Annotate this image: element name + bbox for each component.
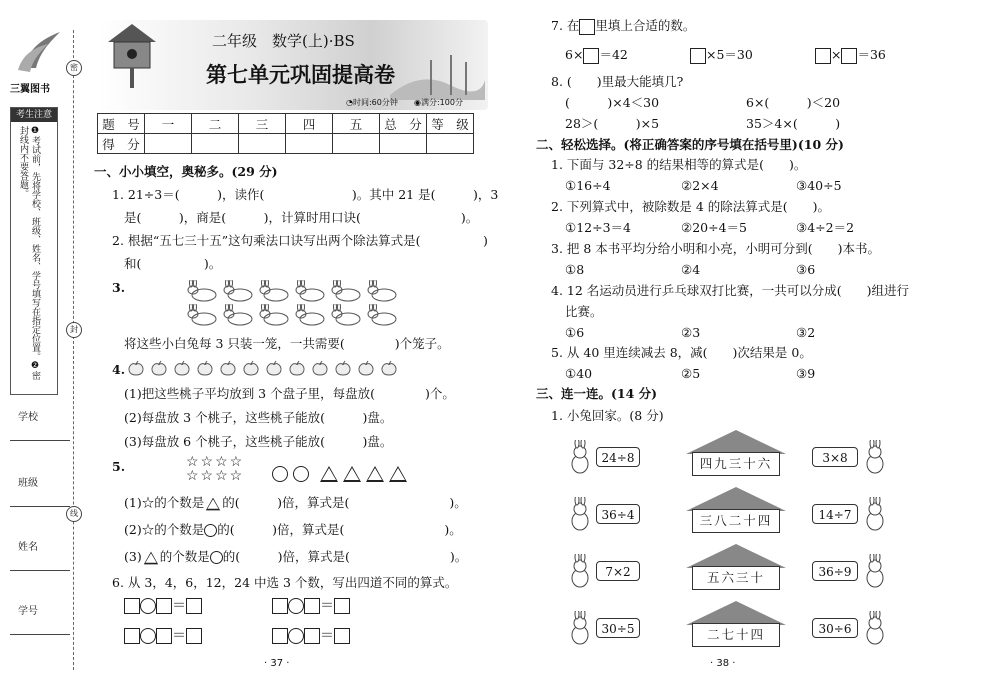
- question-5-2: (2)☆的个数是 的( )倍，算式是( )。: [124, 522, 462, 537]
- score-cell[interactable]: [333, 134, 380, 154]
- answer-box[interactable]: [124, 628, 140, 644]
- full-score: ◉满分:100分: [414, 98, 463, 107]
- answer-box[interactable]: [583, 48, 599, 64]
- rabbit-icon: [567, 611, 595, 647]
- score-cell[interactable]: [239, 134, 286, 154]
- choice-question: 1. 下面与 32÷8 的结果相等的算式是( )。: [551, 157, 807, 172]
- house-label: 二七十四: [692, 623, 780, 647]
- score-header-cell: 二: [192, 114, 239, 134]
- school-field[interactable]: [10, 440, 70, 441]
- question-8-2: 6×( )＜20: [746, 95, 841, 110]
- score-cell[interactable]: [286, 134, 333, 154]
- peach-icon: [379, 360, 399, 376]
- answer-box[interactable]: [815, 48, 831, 64]
- rabbit-icon: [258, 304, 290, 326]
- publisher-logo-icon: [14, 28, 64, 76]
- peach-icon: [241, 360, 261, 376]
- notice-title: 考生注意: [11, 108, 57, 122]
- question-8-3: 28＞( )×5: [565, 116, 660, 131]
- rabbit-icon: [366, 304, 398, 326]
- seal-hole: 密: [66, 60, 82, 76]
- question-8-4: 35＞4×( ): [746, 116, 841, 131]
- peach-icon: [195, 360, 215, 376]
- grade-subject: 二年级 数学(上)·BS: [212, 32, 355, 50]
- right-expression-card[interactable]: 3×8: [812, 447, 858, 467]
- circle-icon: [210, 551, 223, 564]
- circle-icon: [204, 524, 217, 537]
- left-expression-card[interactable]: 24÷8: [596, 447, 640, 467]
- rabbit-icon: [186, 304, 218, 326]
- choice-question: 5. 从 40 里连续减去 8，减( )次结果是 0。: [551, 345, 812, 360]
- peach-icon: [287, 360, 307, 376]
- score-cell[interactable]: [192, 134, 239, 154]
- rabbit-icon: [330, 280, 362, 302]
- student-id-label: 学号: [18, 606, 38, 617]
- answer-box[interactable]: [186, 628, 202, 644]
- question-5-3: (3) 的个数是 的( )倍，算式是( )。: [124, 549, 468, 564]
- choice-option[interactable]: ③6: [796, 262, 816, 277]
- choice-option[interactable]: ②5: [681, 366, 701, 381]
- right-expression-card[interactable]: 36÷9: [812, 561, 858, 581]
- rabbit-icon: [294, 280, 326, 302]
- peach-row: [126, 360, 416, 378]
- operator-circle[interactable]: [288, 628, 304, 644]
- trees-scenery-icon: [390, 40, 485, 100]
- score-header-cell: 题 号: [98, 114, 145, 134]
- rabbit-icon: [222, 280, 254, 302]
- rabbit-icon: [222, 304, 254, 326]
- right-expression-card[interactable]: 14÷7: [812, 504, 858, 524]
- house[interactable]: [686, 601, 786, 647]
- question-4-1: (1)把这些桃子平均放到 3 个盘子里，每盘放( )个。: [124, 386, 455, 401]
- choice-option[interactable]: ③9: [796, 366, 816, 381]
- choice-option[interactable]: ①40: [565, 366, 593, 381]
- seal-hole: 封: [66, 322, 82, 338]
- answer-box[interactable]: [304, 598, 320, 614]
- rabbit-icon: [567, 497, 595, 533]
- question-7-1: 6× ＝42: [565, 47, 628, 62]
- house-label: 四九三十六: [692, 452, 780, 476]
- class-label: 班级: [18, 478, 38, 489]
- choice-question: 2. 下列算式中，被除数是 4 的除法算式是( )。: [551, 199, 831, 214]
- section-1-heading: 一、小小填空，奥秘多。(29 分): [94, 164, 278, 179]
- publisher-name: 三翼图书: [10, 84, 50, 95]
- rabbit-icon: [860, 440, 888, 476]
- question-2-line-1: 2. 根据“五七三十五”这句乘法口诀写出两个除法算式是( ): [112, 233, 488, 248]
- question-3-number: 3.: [112, 280, 126, 295]
- time-limit: ◔时间:60分钟: [346, 98, 398, 107]
- choice-option[interactable]: ②3: [681, 325, 701, 340]
- answer-box[interactable]: [186, 598, 202, 614]
- rabbit-icon: [567, 440, 595, 476]
- question-8-1: ( )×4＜30: [565, 95, 660, 110]
- choice-option[interactable]: ①16÷4: [565, 178, 611, 193]
- notice-text: ❶考试前，先将学校、班级、姓名、学号填写在指定位置。❷密封线内不要答题。: [18, 126, 40, 380]
- answer-box[interactable]: [272, 628, 288, 644]
- page-number-right: · 38 ·: [710, 658, 736, 669]
- rabbit-icon: [330, 304, 362, 326]
- rabbit-icon: [860, 554, 888, 590]
- rabbit-icon: [186, 280, 218, 302]
- score-header-cell: 三: [239, 114, 286, 134]
- score-cell[interactable]: [380, 134, 427, 154]
- question-7-3: × ＝36: [815, 47, 886, 64]
- question-3-text: 将这些小白兔每 3 只装一笼，一共需要( )个笼子。: [124, 336, 450, 351]
- choice-option[interactable]: ①8: [565, 262, 585, 277]
- question-8-heading: 8. ( )里最大能填几?: [551, 74, 684, 89]
- choice-option[interactable]: ②20÷4＝5: [681, 220, 747, 235]
- question-4-number: 4.: [112, 362, 126, 377]
- triangle-group-icon: [320, 463, 407, 482]
- house-label: 五六三十: [692, 566, 780, 590]
- left-expression-card[interactable]: 36÷4: [596, 504, 640, 524]
- answer-box[interactable]: [156, 628, 172, 644]
- question-1-line-1: 1. 21÷3＝( )，读作( )。其中 21 是( )，3: [112, 187, 499, 202]
- question-6-text: 6. 从 3，4，6，12，24 中选 3 个数，写出四道不同的算式。: [112, 575, 458, 590]
- blank-box-icon: [579, 19, 595, 35]
- rabbit-icon: [567, 554, 595, 590]
- house-label: 三八二十四: [692, 509, 780, 533]
- house[interactable]: [686, 544, 786, 590]
- choice-option[interactable]: ③40÷5: [796, 178, 842, 193]
- question-5-1: (1)☆的个数是 的( )倍，算式是( )。: [124, 495, 467, 510]
- answer-box[interactable]: [334, 598, 350, 614]
- score-table: [97, 113, 474, 154]
- star-group-icon: ☆☆☆☆ ☆☆☆☆: [186, 454, 245, 484]
- peach-icon: [149, 360, 169, 376]
- link-question-1: 1. 小兔回家。(8 分): [551, 408, 664, 423]
- choice-option[interactable]: ③4÷2＝2: [796, 220, 855, 235]
- choice-option[interactable]: ①6: [565, 325, 585, 340]
- section-3-heading: 三、连一连。(14 分): [536, 386, 658, 401]
- exam-notice: [10, 107, 58, 395]
- question-7-heading: 7. 在 里填上合适的数。: [551, 18, 696, 33]
- score-cell[interactable]: [145, 134, 192, 154]
- operator-circle[interactable]: [140, 628, 156, 644]
- house-roof-icon: [686, 487, 786, 511]
- score-header-cell: 一: [145, 114, 192, 134]
- peach-icon: [310, 360, 330, 376]
- answer-box[interactable]: [304, 628, 320, 644]
- house-roof-icon: [686, 430, 786, 454]
- choice-option[interactable]: ①12÷3＝4: [565, 220, 631, 235]
- rabbit-icon: [258, 280, 290, 302]
- student-id-field[interactable]: [10, 634, 70, 635]
- section-2-heading: 二、轻松选择。(将正确答案的序号填在括号里)(10 分): [536, 137, 844, 152]
- operator-circle[interactable]: [140, 598, 156, 614]
- peach-icon: [172, 360, 192, 376]
- choice-option[interactable]: ②4: [681, 262, 701, 277]
- answer-box[interactable]: [334, 628, 350, 644]
- right-expression-card[interactable]: 30÷6: [812, 618, 858, 638]
- name-field[interactable]: [10, 570, 70, 571]
- birdhouse-icon: [104, 18, 160, 88]
- house-roof-icon: [686, 544, 786, 568]
- page-number-left: · 37 ·: [264, 658, 290, 669]
- score-header-cell: 等 级: [427, 114, 474, 134]
- score-header-cell: 总 分: [380, 114, 427, 134]
- binding-margin: [0, 0, 82, 682]
- rabbit-icon: [860, 497, 888, 533]
- house[interactable]: [686, 487, 786, 533]
- score-row-label: 得 分: [98, 134, 145, 154]
- equation-template: ＝: [272, 628, 350, 644]
- star-icon: ☆: [141, 495, 155, 510]
- rabbit-icon: [294, 304, 326, 326]
- question-2-line-2: 和( )。: [124, 256, 222, 271]
- choice-option[interactable]: ③2: [796, 325, 816, 340]
- left-expression-card[interactable]: 30÷5: [596, 618, 640, 638]
- question-5-number: 5.: [112, 459, 126, 474]
- rabbit-group: [186, 280, 401, 328]
- seal-line: [73, 30, 74, 670]
- answer-box[interactable]: [272, 598, 288, 614]
- class-field[interactable]: [10, 506, 70, 507]
- answer-box[interactable]: [690, 48, 706, 64]
- rabbit-icon: [860, 611, 888, 647]
- seal-hole: 线: [66, 506, 82, 522]
- equation-template: ＝: [272, 598, 350, 614]
- star-icon: ☆: [141, 522, 155, 537]
- score-cell[interactable]: [427, 134, 474, 154]
- choice-option[interactable]: ②2×4: [681, 178, 719, 193]
- answer-box[interactable]: [124, 598, 140, 614]
- question-4-3: (3)每盘放 6 个桃子，这些桃子能放( )盘。: [124, 434, 393, 449]
- choice-question: 4. 12 名运动员进行乒乓球双打比赛，一共可以分成( )组进行: [551, 283, 910, 298]
- left-expression-card[interactable]: 7×2: [596, 561, 640, 581]
- rabbit-icon: [366, 280, 398, 302]
- question-1-line-2: 是( )，商是( )，计算时用口诀( )。: [124, 210, 479, 225]
- triangle-icon: [144, 551, 158, 564]
- name-label: 姓名: [18, 542, 38, 553]
- house[interactable]: [686, 430, 786, 476]
- triangle-icon: [206, 497, 220, 510]
- score-header-cell: 四: [286, 114, 333, 134]
- equation-template: ＝: [124, 628, 202, 644]
- peach-icon: [356, 360, 376, 376]
- choice-question-cont: 比赛。: [565, 304, 603, 319]
- house-roof-icon: [686, 601, 786, 625]
- peach-icon: [333, 360, 353, 376]
- peach-icon: [218, 360, 238, 376]
- choice-question: 3. 把 8 本书平均分给小明和小亮，小明可分到( )本书。: [551, 241, 881, 256]
- question-7-2: ×5＝30: [690, 47, 753, 64]
- peach-icon: [126, 360, 146, 376]
- answer-box[interactable]: [841, 48, 857, 64]
- equation-template: ＝: [124, 598, 202, 614]
- score-header-cell: 五: [333, 114, 380, 134]
- answer-box[interactable]: [156, 598, 172, 614]
- school-label: 学校: [18, 412, 38, 423]
- operator-circle[interactable]: [288, 598, 304, 614]
- circle-group-icon: [272, 463, 309, 482]
- question-4-2: (2)每盘放 3 个桃子，这些桃子能放( )盘。: [124, 410, 393, 425]
- page-title: 第七单元巩固提高卷: [206, 62, 395, 87]
- peach-icon: [264, 360, 284, 376]
